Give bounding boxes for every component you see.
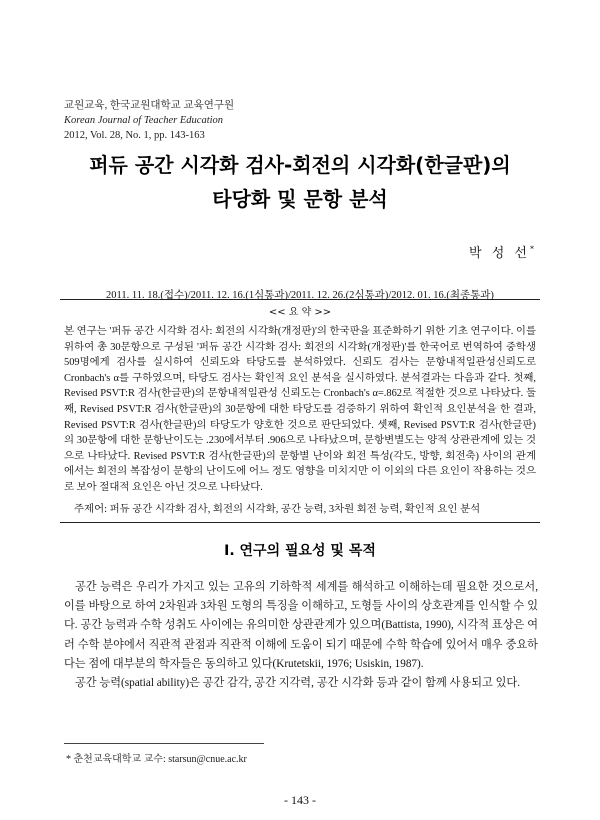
body-text [64,578,538,693]
footnote-divider [64,743,264,744]
section-heading: Ⅰ. 연구의 필요성 및 목적 [224,543,376,559]
keywords: 주제어: 퍼듀 공간 시각화 검사, 회전의 시각화, 공간 능력, 3차원 회전 능력, 확인적 요인 분석 [74,504,481,515]
journal-name-korean: 교원교육, 한국교원대학교 교육연구원 [64,100,235,111]
journal-info [64,98,364,143]
abstract-box [60,299,540,523]
body-paragraph-2: 공간 능력(spatial ability)은 공간 감각, 공간 지각력, 공간 시각화 등과 같이 함께 사용되고 있다. [75,677,521,690]
author-footnote-mark: * [530,244,534,254]
abstract-text: 본 연구는 '퍼듀 공간 시각화 검사: 회전의 시각화(개정판)'의 한국판을 표준화하기 위한 기초 연구이다. 이를 위하여 총 30문항으로 구성된 '퍼듀 공간 시각화 검사: 회전의 시각화(개정판)'를 한국어로 번역하여 중학생 509명에게 검사를 실시하여 신뢰도와 타당도를 분석하였다. 신뢰도 검사는 문항내적일관성신뢰도로 Cronbach's α를 구하였으며, 타당도 검사는 확인적 요인 분석을 실시하였다. 분석결과는 다음과 같다. 첫째, Revised PSVT:R 검사(한글판)의 문항내적일관성 신뢰도는 Cronbach's α=.862로 적절한 것으로 나타났다. 둘째, Revised PSVT:R 검사(한글판)의 30문항에 대한 타당도를 검증하기 위하여 확인적 요인분석을 한 결과, Revised PSVT:R 검사(한글판)의 타당도가 양호한 것으로 판단되었다. 셋째, Revised PSVT:R 검사(한글판)의 30문항에 대한 문항난이도는 .230에서부터 .906으로 나타났으며, 문항변별도는 양적 상관관계에 있는 것으로 나타났다. Revised PSVT:R 검사(한글판)의 문항별 난이와 회전 특성(각도, 방향, 회전축) 사이의 관계에서는 회전의 복잡성이 문항의 난이도에 어느 정도 영향을 미치지만 이 이외의 다른 요인이 작용하는 것으로 보아 절대적 요인은 아닌 것으로 나타났다. [64,326,536,493]
author-name: 박 성 선 [469,246,530,261]
page-number: - 143 - [284,793,316,807]
body-paragraph-1: 공간 능력은 우리가 가지고 있는 고유의 기하학적 세계를 해석하고 이해하는데 필요한 것으로서, 이를 바탕으로 하여 2차원과 3차원 도형의 특징을 이해하고, 도형들 사이의 상호관계를 인식할 수 있다. 공간 능력과 수학 성취도 사이에는 유의미한 상관관계가 있으며(Battista, 1990), 시각적 표상은 여러 수학 분야에서 직관적 관점과 직관적 이해에 도움이 되기 때문에 수학 학습에 있어서 매우 중요하다는 점에 대부분의 학자들은 동의하고 있다(Krutetskii, 1976; Usiskin, 1987). [64,581,538,670]
abstract-label: << 요 약 >> [268,307,332,318]
journal-volume-info: 2012, Vol. 28, No. 1, pp. 143-163 [64,130,205,141]
author-footnote: * 춘천교육대학교 교수: starsun@cnue.ac.kr [66,754,247,765]
submission-dates: 2011. 11. 18.(접수)/2011. 12. 16.(1심통과)/2011. 12. 26.(2심통과)/2012. 01. 16.(최종통과) [106,290,494,301]
paper-title [40,148,560,216]
paper-title-line-2: 타당화 및 문항 분석 [212,187,388,211]
paper-title-line-1: 퍼듀 공간 시각화 검사-회전의 시각화(한글판)의 [89,153,511,177]
journal-name-english: Korean Journal of Teacher Education [64,115,224,126]
author [469,242,534,261]
